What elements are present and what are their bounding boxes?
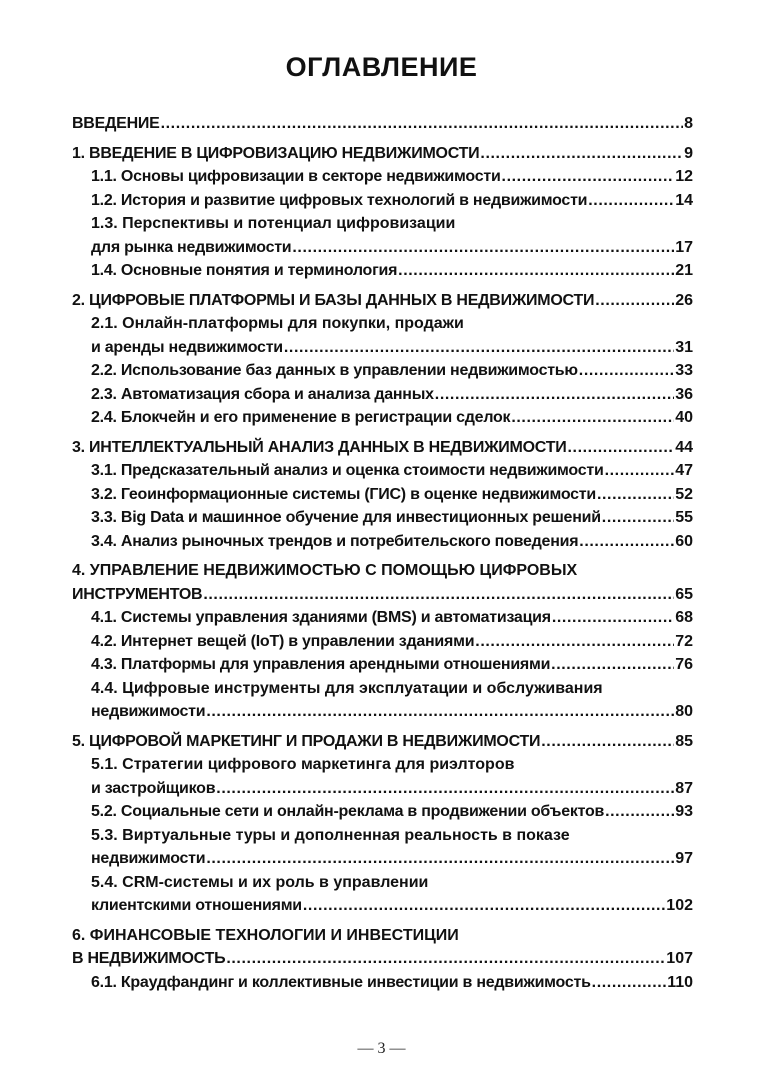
toc-entry[interactable] [72, 112, 693, 136]
toc-entry[interactable] [72, 630, 693, 654]
toc-entry-title: недвижимости [91, 850, 206, 867]
toc-entry-page: 72 [675, 632, 693, 650]
toc-entry-continued[interactable] [72, 212, 693, 236]
toc-leader-dots [552, 606, 674, 630]
toc-entry[interactable] [72, 530, 693, 554]
toc-entry[interactable] [72, 583, 693, 607]
toc-entry[interactable] [72, 700, 693, 724]
toc-entry-title: 6.1. Краудфандинг и коллективные инвестиции в недвижимость [91, 973, 591, 991]
toc-leader-dots [480, 142, 683, 166]
toc-entry-continued[interactable] [72, 753, 693, 777]
toc-entry-title: 3. ИНТЕЛЛЕКТУАЛЬНЫЙ АНАЛИЗ ДАННЫХ В НЕДВИЖИМОСТИ [72, 438, 567, 456]
toc-entry-title: 4. УПРАВЛЕНИЕ НЕДВИЖИМОСТЬЮ С ПОМОЩЬЮ ЦИФРОВЫХ [72, 562, 578, 579]
table-of-contents [72, 112, 693, 994]
toc-entry-title: 1.2. История и развитие цифровых технологий в недвижимости [91, 191, 588, 209]
toc-entry[interactable] [72, 189, 693, 213]
toc-entry-continued[interactable] [72, 559, 693, 583]
toc-entry-title: 4.2. Интернет вещей (IoT) в управлении зданиями [91, 632, 475, 650]
toc-leader-dots [216, 777, 674, 801]
toc-entry-page: 65 [675, 585, 693, 603]
toc-entry-page: 76 [675, 656, 693, 673]
toc-entry-title: 1. ВВЕДЕНИЕ В ЦИФРОВИЗАЦИЮ НЕДВИЖИМОСТИ [72, 144, 480, 162]
toc-entry-page: 80 [675, 703, 693, 720]
toc-entry-title: клиентскими отношениями [91, 897, 302, 914]
toc-entry-title: 1.3. Перспективы и потенциал цифровизации [91, 215, 456, 232]
toc-entry-page: 85 [675, 732, 693, 750]
toc-entry-title: 4.1. Системы управления зданиями (BMS) и автоматизация [91, 609, 551, 626]
toc-entry[interactable] [72, 336, 693, 360]
toc-entry-page: 14 [675, 191, 693, 209]
toc-leader-dots [475, 630, 674, 654]
toc-entry-title: 5.1. Стратегии цифрового маркетинга для риэлторов [91, 756, 515, 773]
toc-entry-page: 102 [666, 897, 693, 914]
toc-entry-title: 3.4. Анализ рыночных трендов и потребительского поведения [91, 532, 579, 550]
toc-entry-page: 21 [675, 262, 693, 279]
toc-entry[interactable] [72, 653, 693, 677]
toc-entry[interactable] [72, 971, 693, 995]
toc-entry-title: 2. ЦИФРОВЫЕ ПЛАТФОРМЫ И БАЗЫ ДАННЫХ В НЕДВИЖИМОСТИ [72, 291, 595, 309]
toc-leader-dots [292, 236, 674, 260]
toc-leader-dots [605, 800, 674, 824]
toc-entry-title: 5.4. CRM-системы и их роль в управлении [91, 873, 429, 891]
toc-entry-title: 2.2. Использование баз данных в управлении недвижимостью [91, 362, 578, 379]
toc-entry-page: 87 [675, 779, 693, 797]
toc-entry-page: 52 [675, 485, 693, 503]
toc-leader-dots [226, 947, 665, 971]
toc-entry[interactable] [72, 289, 693, 313]
toc-entry-continued[interactable] [72, 871, 693, 895]
toc-leader-dots [511, 406, 674, 430]
toc-leader-dots [588, 189, 674, 213]
toc-entry-title: 3.1. Предсказательный анализ и оценка стоимости недвижимости [91, 462, 604, 479]
toc-entry-page: 40 [675, 409, 693, 426]
toc-leader-dots [579, 530, 674, 554]
toc-entry-page: 44 [675, 438, 693, 456]
toc-leader-dots [398, 259, 674, 283]
toc-entry-page: 26 [675, 291, 693, 309]
toc-leader-dots [303, 894, 665, 918]
toc-entry[interactable] [72, 483, 693, 507]
toc-entry-page: 9 [684, 144, 693, 162]
toc-leader-dots [579, 359, 674, 383]
toc-leader-dots [541, 730, 674, 754]
toc-entry-page: 33 [675, 362, 693, 379]
toc-entry-title: для рынка недвижимости [91, 238, 292, 256]
toc-leader-dots [206, 847, 674, 871]
toc-entry-continued[interactable] [72, 677, 693, 701]
toc-entry-title: ВВЕДЕНИЕ [72, 115, 160, 132]
toc-entry-page: 55 [675, 509, 693, 526]
toc-entry[interactable] [72, 436, 693, 460]
toc-entry-page: 31 [675, 338, 693, 356]
toc-entry-title: 3.2. Геоинформационные системы (ГИС) в оценке недвижимости [91, 485, 596, 503]
toc-entry-page: 107 [666, 950, 693, 967]
toc-entry[interactable] [72, 894, 693, 918]
toc-entry-continued[interactable] [72, 924, 693, 948]
toc-entry-title: 1.4. Основные понятия и терминология [91, 262, 398, 279]
toc-entry[interactable] [72, 506, 693, 530]
toc-leader-dots [435, 383, 674, 407]
toc-leader-dots [595, 289, 674, 313]
toc-entry[interactable] [72, 259, 693, 283]
toc-entry-page: 110 [667, 973, 693, 991]
toc-entry[interactable] [72, 236, 693, 260]
toc-leader-dots [567, 436, 674, 460]
toc-leader-dots [597, 483, 674, 507]
toc-entry[interactable] [72, 406, 693, 430]
toc-entry-title: недвижимости [91, 703, 206, 720]
toc-entry-title: 3.3. Big Data и машинное обучение для инвестиционных решений [91, 509, 601, 526]
toc-entry-page: 60 [675, 532, 693, 550]
toc-entry[interactable] [72, 142, 693, 166]
toc-entry-title: 5. ЦИФРОВОЙ МАРКЕТИНГ И ПРОДАЖИ В НЕДВИЖИМОСТИ [72, 732, 541, 750]
toc-leader-dots [206, 700, 674, 724]
toc-entry-page: 97 [675, 850, 693, 867]
toc-leader-dots [203, 583, 674, 607]
toc-entry-page: 8 [684, 115, 693, 132]
toc-entry-title: 1.1. Основы цифровизации в секторе недвижимости [91, 168, 501, 185]
toc-entry-title: В НЕДВИЖИМОСТЬ [72, 950, 226, 967]
toc-leader-dots [551, 653, 674, 677]
toc-entry-page: 68 [675, 609, 693, 626]
toc-entry[interactable] [72, 459, 693, 483]
toc-entry-continued[interactable] [72, 824, 693, 848]
toc-entry[interactable] [72, 947, 693, 971]
toc-leader-dots [605, 459, 675, 483]
toc-leader-dots [161, 112, 684, 136]
toc-entry-title: и застройщиков [91, 779, 216, 797]
toc-entry-title: 4.4. Цифровые инструменты для эксплуатации и обслуживания [91, 679, 603, 697]
toc-entry[interactable] [72, 165, 693, 189]
toc-entry[interactable] [72, 847, 693, 871]
toc-entry[interactable] [72, 383, 693, 407]
toc-leader-dots [284, 336, 674, 360]
toc-entry-title: 5.3. Виртуальные туры и дополненная реальность в показе [91, 826, 570, 844]
toc-leader-dots [602, 506, 674, 530]
toc-entry-title: 5.2. Социальные сети и онлайн-реклама в продвижении объектов [91, 803, 605, 820]
toc-entry-page: 17 [675, 238, 693, 256]
toc-entry-title: 4.3. Платформы для управления арендными отношениями [91, 656, 551, 673]
page-title: ОГЛАВЛЕНИЕ [285, 52, 478, 82]
toc-entry-page: 47 [675, 462, 693, 479]
toc-entry[interactable] [72, 359, 693, 383]
toc-entry-title: 2.4. Блокчейн и его применение в регистрации сделок [91, 409, 511, 426]
toc-entry-title: 6. ФИНАНСОВЫЕ ТЕХНОЛОГИИ И ИНВЕСТИЦИИ [72, 926, 459, 944]
toc-entry-continued[interactable] [72, 312, 693, 336]
page-number: — 3 — [357, 1040, 406, 1057]
toc-entry[interactable] [72, 777, 693, 801]
toc-entry[interactable] [72, 800, 693, 824]
toc-entry-title: и аренды недвижимости [91, 338, 283, 356]
toc-leader-dots [592, 971, 667, 995]
toc-entry-page: 36 [675, 385, 693, 403]
toc-entry[interactable] [72, 730, 693, 754]
toc-leader-dots [502, 165, 675, 189]
toc-entry-title: 2.3. Автоматизация сбора и анализа данных [91, 385, 434, 403]
toc-entry[interactable] [72, 606, 693, 630]
toc-entry-page: 93 [675, 803, 693, 820]
toc-entry-title: 2.1. Онлайн-платформы для покупки, продажи [91, 315, 464, 332]
toc-entry-page: 12 [675, 168, 693, 185]
toc-entry-title: ИНСТРУМЕНТОВ [72, 585, 203, 603]
